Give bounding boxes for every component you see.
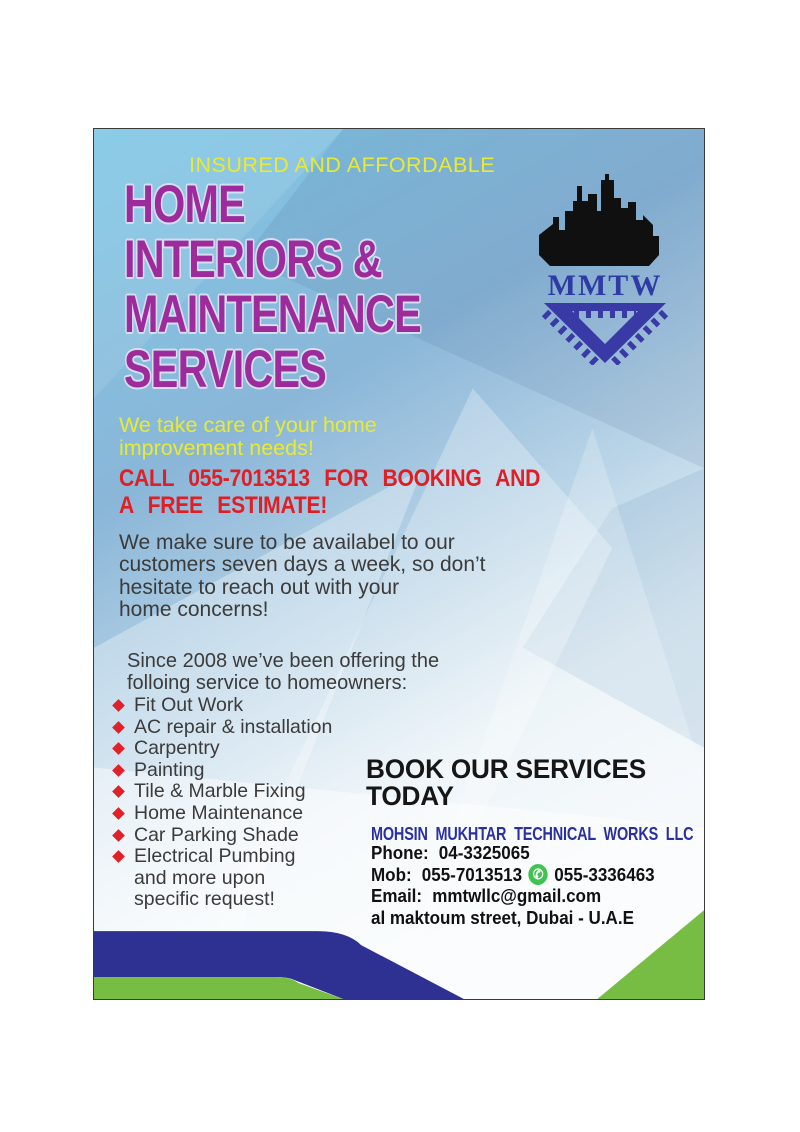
whatsapp-icon: ✆ xyxy=(529,864,548,885)
service-label: Tile & Marble Fixing xyxy=(134,780,306,803)
service-label: Painting xyxy=(134,758,205,781)
service-item xyxy=(112,803,332,825)
main-title xyxy=(124,177,505,397)
services-intro xyxy=(127,651,439,694)
intro-line: customers seven days a week, so don’t xyxy=(119,553,486,577)
diamond-bullet-icon xyxy=(112,764,125,777)
services-intro-line: folloing service to homeowners: xyxy=(127,671,408,694)
service-item xyxy=(112,717,332,739)
diamond-bullet-icon xyxy=(112,850,125,863)
diamond-bullet-icon xyxy=(112,807,125,820)
service-label: Home Maintenance xyxy=(134,801,304,824)
street-address: al maktoum street, Dubai - U.A.E xyxy=(371,906,634,928)
tagline: INSURED AND AFFORDABLE xyxy=(189,153,496,177)
service-label: Electrical Pumbing xyxy=(134,845,296,868)
services-intro-line: Since 2008 we’ve been offering the xyxy=(127,650,440,672)
flyer xyxy=(93,128,705,1000)
subtitle-line: improvement needs! xyxy=(119,435,314,460)
title-line: SERVICES xyxy=(124,340,327,399)
cta-heading xyxy=(366,756,646,809)
title-line: INTERIORS & xyxy=(124,230,382,289)
service-label: AC repair & installation xyxy=(134,715,333,738)
email-label: Email: xyxy=(371,885,423,906)
phone-row xyxy=(371,842,655,864)
service-note-line: specific request! xyxy=(134,888,275,911)
diamond-bullet-icon xyxy=(112,742,125,755)
diamond-bullet-icon xyxy=(112,721,125,734)
cta-heading-line: TODAY xyxy=(366,780,454,811)
call-line: CALL 055-7013513 FOR BOOKING AND xyxy=(119,465,541,492)
service-note-line: and more upon xyxy=(134,866,266,889)
call-banner xyxy=(119,465,598,520)
company-name: MOHSIN MUKHTAR TECHNICAL WORKS LLC xyxy=(371,823,694,844)
service-label: Carpentry xyxy=(134,737,220,760)
diamond-bullet-icon xyxy=(112,829,125,842)
intro-line: hesitate to reach out with your xyxy=(119,575,400,599)
phone-number: 04-3325065 xyxy=(438,842,530,863)
contact-block xyxy=(371,842,655,928)
diamond-bullet-icon xyxy=(112,786,125,799)
mobile-number-primary: 055-7013513 xyxy=(421,863,523,885)
logo-triangle-icon xyxy=(541,301,669,365)
intro-line: We make sure to be availabel to our xyxy=(119,531,455,554)
title-line: HOME xyxy=(124,175,245,234)
logo-skyline-icon xyxy=(539,173,671,271)
intro-line: home concerns! xyxy=(119,598,269,622)
email-address: mmtwllc@gmail.com xyxy=(432,885,602,906)
mobile-row xyxy=(371,864,655,886)
service-label: Fit Out Work xyxy=(134,694,244,716)
cta-heading-line: BOOK OUR SERVICES xyxy=(366,754,646,784)
email-row xyxy=(371,885,655,907)
intro-paragraph xyxy=(119,532,486,622)
service-label: Car Parking Shade xyxy=(134,823,299,846)
mobile-label: Mob: xyxy=(371,863,412,885)
title-line: MAINTENANCE xyxy=(124,285,421,344)
diamond-bullet-icon xyxy=(112,699,125,712)
subtitle xyxy=(119,414,377,459)
service-item xyxy=(112,695,332,717)
service-item xyxy=(112,760,332,782)
service-item xyxy=(112,846,332,868)
mobile-number-secondary: 055-3336463 xyxy=(554,863,655,885)
subtitle-line: We take care of your home xyxy=(119,413,377,437)
phone-label: Phone: xyxy=(371,842,429,863)
logo-wordmark: MMTW xyxy=(547,269,663,302)
service-item xyxy=(112,825,332,847)
service-item xyxy=(112,781,332,803)
services-list xyxy=(112,695,332,911)
address-row xyxy=(371,907,655,929)
service-item xyxy=(112,738,332,760)
call-line: A FREE ESTIMATE! xyxy=(119,492,328,520)
